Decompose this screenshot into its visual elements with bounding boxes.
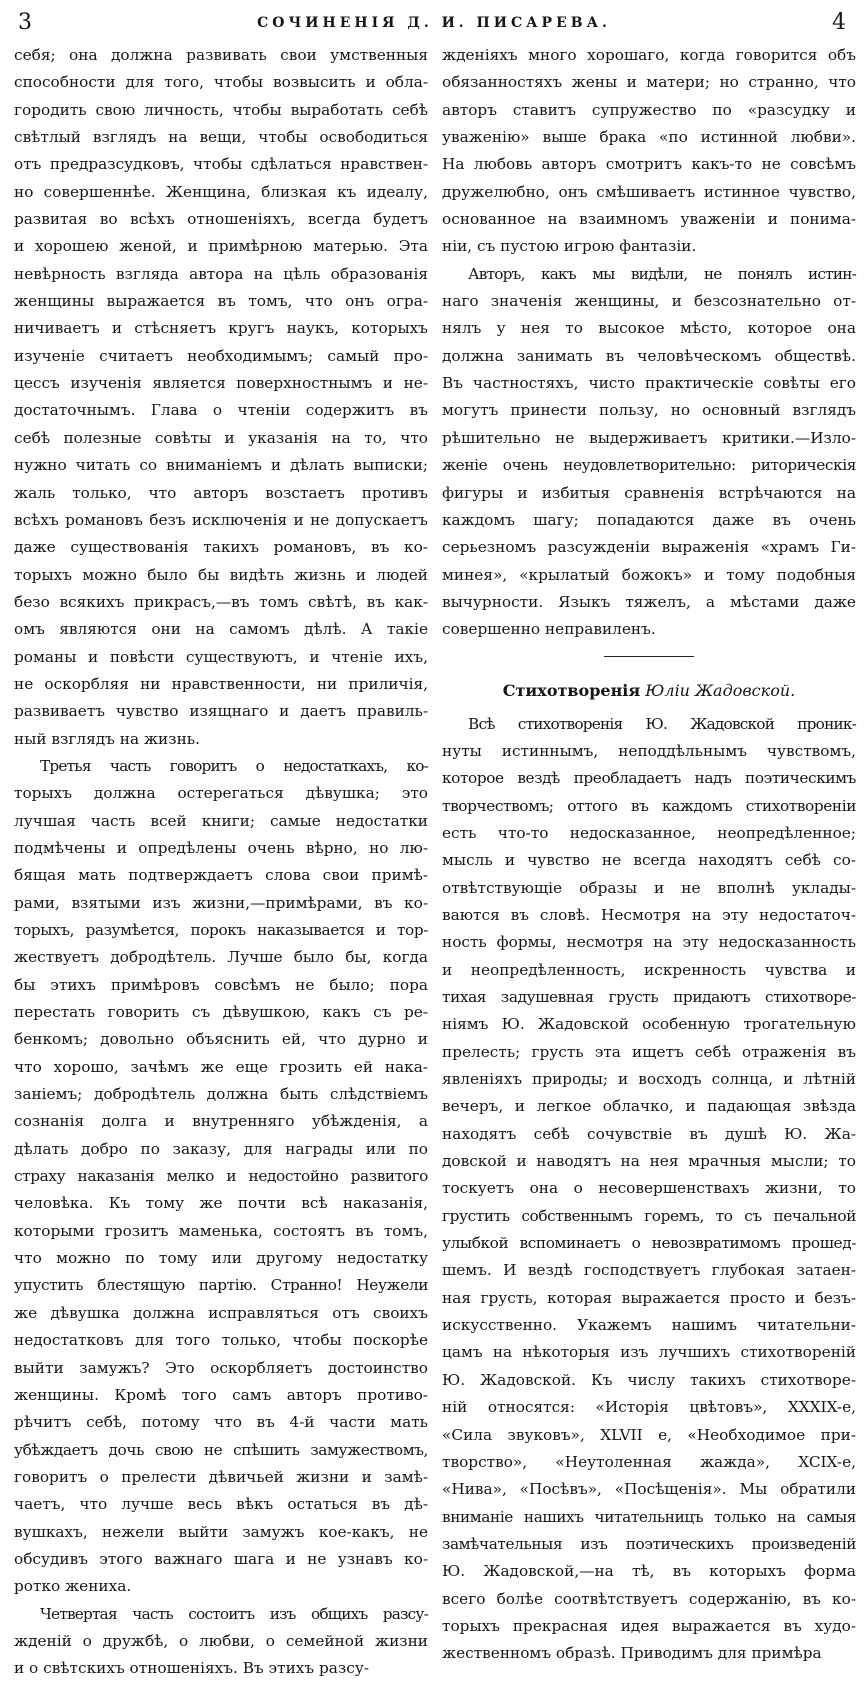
text-line: перестать говорить съ дѣвушкою, какъ съ ре-: [14, 1003, 428, 1022]
text-line: минея», «крылатый божокъ» и тому подобныя: [442, 565, 856, 584]
running-title: СОЧИНЕНІЯ Д. И. ПИСАРЕВА.: [257, 15, 611, 31]
text-line: недостатковъ для того только, чтобы поскорѣе: [14, 1331, 428, 1350]
text-line: человѣка. Къ тому же почти всѣ наказанія,: [14, 1194, 428, 1213]
text-line: женіе очень неудовлетворительно: риторическія: [442, 456, 856, 475]
text-line: обсудивъ этого важнаго шага и не узнавъ ко-: [14, 1549, 428, 1568]
text-line: отвѣтствующіе образы и не вполнѣ уклады-: [442, 878, 856, 897]
text-line: городить свою личность, чтобы выработать себѣ: [14, 100, 428, 119]
text-line: и о свѣтскихъ отношеніяхъ. Въ этихъ разсу-: [14, 1659, 369, 1678]
text-line: находятъ себѣ сочувствіе въ душѣ Ю. Жа-: [442, 1124, 856, 1143]
text-line: которое вездѣ преобладаетъ надъ поэтическимъ: [442, 769, 856, 788]
text-line: рѣчитъ себѣ, потому что въ 4-й части мать: [14, 1413, 428, 1432]
text-line: женщины выражается въ томъ, что онъ огра-: [14, 292, 428, 311]
text-line: цессъ изученія является поверхностнымъ и не-: [14, 374, 428, 393]
text-line: себя; она должна развивать свои умственныя: [14, 46, 428, 64]
text-line: свѣтлый взглядъ на вещи, чтобы освободиться: [14, 128, 428, 147]
right-column-review-end: [442, 42, 856, 644]
text-line: «Сила звуковъ», XLVII е, «Необходимое при-: [442, 1425, 856, 1444]
text-line: и неопредѣленность, искренность чувства и: [442, 960, 856, 979]
text-line: Ю. Жадовской. Къ числу такихъ стихотворе-: [442, 1370, 856, 1389]
text-line: выйти замужъ? Это оскорбляетъ достоинство: [14, 1358, 428, 1377]
paragraph: [442, 261, 856, 644]
left-page-number: 3: [18, 10, 32, 35]
text-line: жденій о дружбѣ, о любви, о семейной жизни: [14, 1631, 428, 1650]
text-line: обязанностяхъ жены и матери; но странно, что: [442, 73, 856, 92]
text-line: даже существованія такихъ романовъ, въ ко-: [14, 538, 428, 557]
text-line: страху наказанія мелко и недостойно развитого: [14, 1167, 428, 1186]
text-line: бы этихъ примѣровъ совсѣмъ не было; пора: [14, 975, 428, 994]
text-line: развитая во всѣхъ отношеніяхъ, всегда будетъ: [14, 210, 428, 229]
text-line: должна занимать въ человѣческомъ обществѣ.: [442, 346, 856, 365]
text-line: торыхъ прекрасная идея выражается въ худо-: [442, 1616, 856, 1635]
text-line: вычурности. Языкъ тяжелъ, а мѣстами даже: [442, 592, 856, 611]
text-line: ничиваетъ и стѣсняетъ кругъ наукъ, которыхъ: [14, 319, 428, 338]
text-line: Всѣ стихотворенія Ю. Жадовской проник-: [468, 714, 856, 733]
text-line: заніемъ; добродѣтель должна быть слѣдствіемъ: [14, 1085, 428, 1104]
text-line: основанное на взаимномъ уваженіи и понима-: [442, 210, 856, 229]
text-line: сознанія долга и внутренняго убѣжденія, а: [14, 1112, 428, 1131]
text-line: всего болѣе соотвѣтствуетъ содержанію, въ ко-: [442, 1589, 856, 1608]
text-line: лучшая часть всей книги; самые недостатки: [14, 811, 428, 830]
text-line: нуты истиннымъ, неподдѣльнымъ чувствомъ,: [442, 741, 856, 760]
text-line: себѣ полезные совѣты и указанія на то, что: [14, 428, 428, 447]
text-line: же дѣвушка должна исправляться отъ своихъ: [14, 1303, 428, 1322]
text-line: чаетъ, что лучше весь вѣкъ остаться въ дѣ-: [14, 1495, 428, 1514]
section-divider: [604, 656, 694, 657]
paragraph: [442, 711, 856, 1668]
text-line: тоскуетъ она о несовершенствахъ жизни, то: [442, 1179, 856, 1198]
text-line: могутъ принести пользу, но основный взглядъ: [442, 401, 856, 420]
text-line: омъ являются они на самомъ дѣлѣ. А такіе: [14, 620, 428, 639]
text-line: жденіяхъ много хорошаго, когда говорится объ: [442, 46, 856, 64]
text-line: мысль и чувство не всегда находятъ себѣ со-: [442, 851, 856, 870]
text-line: улыбкой вспоминаетъ о невозвратимомъ прошед-: [442, 1234, 856, 1253]
text-line: Авторъ, какъ мы видѣли, не понялъ истин-: [468, 264, 856, 283]
text-line: торыхъ, разумѣется, порокъ наказывается и тор-: [14, 921, 428, 939]
text-line: фигуры и избитыя сравненія встрѣчаются на: [442, 483, 856, 502]
text-line: безо всякихъ прикрасъ,—въ томъ свѣтѣ, въ как-: [14, 592, 428, 611]
text-line: невѣрность взгляда автора на цѣль образованія: [14, 264, 428, 283]
text-line: уваженію» выше брака «по истинной любви».: [442, 128, 856, 147]
text-line: творчествомъ; оттого въ каждомъ стихотвореніи: [442, 796, 856, 815]
text-line: шемъ. И вездѣ господствуетъ глубокая затаен-: [442, 1261, 856, 1280]
text-line: ная грусть, которая выражается просто и безъ-: [442, 1288, 856, 1307]
text-line: жаль только, что авторъ возстаетъ противъ: [14, 483, 428, 502]
text-line: довской и наводятъ на нея мрачныя мысли; то: [442, 1152, 856, 1171]
paragraph: [442, 42, 856, 261]
right-page-number: 4: [832, 10, 846, 35]
text-line: рами, взятыми изъ жизни,—примѣрами, въ ко-: [14, 893, 428, 912]
text-line: явленіяхъ природы; и восходъ солнца, и лѣтній: [442, 1070, 856, 1089]
text-line: что можно по тому или другому недостатку: [14, 1249, 428, 1268]
text-line: бящая мать подтверждаетъ слова свои примѣ-: [14, 866, 428, 885]
text-line: бенкомъ; довольно объяснить ей, что дурно и: [14, 1030, 428, 1049]
right-column-poems-review: [442, 711, 856, 1668]
text-line: замѣчательныя изъ поэтическихъ произведеній: [442, 1534, 856, 1553]
text-line: упустить блестящую партію. Странно! Неужели: [14, 1276, 428, 1295]
text-line: искусственно. Укажемъ нашимъ читательни-: [442, 1316, 856, 1335]
text-line: каждомъ шагу; попадаются даже въ очень: [442, 510, 856, 529]
text-line: На любовь авторъ смотритъ какъ-то не совсѣмъ: [442, 155, 856, 174]
text-line: и хорошею женой, и примѣрною матерью. Эта: [14, 237, 428, 256]
text-line: Четвертая часть состоитъ изъ общихъ разсу-: [40, 1604, 428, 1623]
text-line: авторъ ставитъ супружество по «разсудку и: [442, 100, 856, 119]
text-line: романы и повѣсти существуютъ, и чтеніе ихъ,: [14, 647, 428, 666]
text-line: нужно читать со вниманіемъ и дѣлать выписки;: [14, 456, 428, 475]
text-line: прелесть; грусть эта ищетъ себѣ отраженія въ: [442, 1042, 856, 1061]
text-line: нялъ у нея то высокое мѣсто, которое она: [442, 319, 856, 338]
text-line: способности для того, чтобы возвысить и обла-: [14, 73, 428, 92]
text-line: всѣхъ романовъ безъ исключенія и не допускаетъ: [14, 510, 428, 529]
text-line: Въ частностяхъ, чисто практическіе совѣты его: [442, 374, 856, 393]
text-line: вушкахъ, нежели выйти замужъ кое-какъ, не: [14, 1522, 428, 1541]
text-line: тихая задушевная грусть придаютъ стихотворе-: [442, 988, 856, 1006]
text-line: жественномъ образѣ. Приводимъ для примѣра: [442, 1644, 822, 1663]
text-line: убѣждаетъ дочь свою не спѣшить замужествомъ,: [14, 1440, 428, 1459]
text-line: жествуетъ добродѣтель. Лучше было бы, когда: [14, 948, 428, 967]
text-line: дѣлать добро по заказу, для награды или по: [14, 1139, 428, 1158]
text-line: торыхъ можно было бы видѣть жизнь и людей: [14, 565, 428, 584]
paragraph: [14, 753, 428, 1601]
text-line: ваются въ словѣ. Несмотря на эту недостаточ-: [442, 905, 856, 924]
text-line: развиваетъ чувство изящнаго и даетъ правиль-: [14, 702, 428, 721]
text-line: совершенно неправиленъ.: [442, 620, 656, 639]
text-line: ный взглядъ на жизнь.: [14, 729, 200, 748]
right-column: [442, 42, 856, 1663]
text-line: говоритъ о прелести дѣвичьей жизни и замѣ-: [14, 1467, 428, 1486]
section-heading-author: Юліи Жадовской.: [645, 680, 796, 700]
text-line: вечеръ, и легкое облачко, и падающая звѣзда: [442, 1097, 856, 1116]
text-line: ніи, съ пустою игрою фантазіи.: [442, 237, 697, 256]
text-line: творство», «Неутоленная жажда», XCIX-е,: [442, 1452, 856, 1471]
text-line: серьезномъ разсужденіи выраженія «храмъ Ги-: [442, 538, 856, 557]
text-line: но совершеннѣе. Женщина, близкая къ идеалу,: [14, 182, 428, 201]
text-line: ротко жениха.: [14, 1577, 132, 1596]
text-line: которыми грозитъ маменька, состоятъ въ томъ,: [14, 1221, 428, 1240]
text-line: рѣшительно не выдерживаетъ критики.—Изло-: [442, 428, 856, 447]
text-line: достаточнымъ. Глава о чтеніи содержитъ въ: [14, 401, 428, 420]
paragraph: [14, 1601, 428, 1683]
text-line: торыхъ должна остерегаться дѣвушка; это: [14, 784, 428, 803]
text-line: подмѣчены и опредѣлены очень вѣрно, но лю-: [14, 838, 428, 857]
text-line: вниманіе нашихъ читательницъ только на самыя: [442, 1507, 856, 1526]
section-heading: [442, 679, 856, 703]
left-column: [14, 42, 428, 1678]
text-line: отъ предразсудковъ, чтобы сдѣлаться нравствен-: [14, 155, 428, 174]
text-line: Ю. Жадовской,—на тѣ, въ которыхъ форма: [442, 1562, 856, 1581]
text-line: ніямъ Ю. Жадовской особенную трогательную: [442, 1015, 856, 1034]
text-line: грустить собственнымъ горемъ, то съ печальной: [442, 1206, 856, 1225]
text-line: наго значенія женщины, и безсознательно от-: [442, 292, 856, 311]
section-heading-title: Стихотворенія: [502, 680, 641, 700]
text-line: есть что-то недосказанное, неопредѣленное;: [442, 823, 856, 842]
text-line: женщины. Кромѣ того самъ авторъ противо-: [14, 1385, 428, 1404]
text-line: не оскорбляя ни нравственности, ни приличія,: [14, 674, 428, 693]
text-line: что хорошо, зачѣмъ же еще грозить ей нака-: [14, 1057, 428, 1076]
running-header: [14, 6, 854, 42]
text-line: «Нива», «Посѣвъ», «Посѣщенія». Мы обратили: [442, 1480, 856, 1499]
text-line: ность формы, несмотря на эту недосказанность: [442, 933, 856, 952]
paragraph: [14, 42, 428, 753]
text-line: дружелюбно, онъ смѣшиваетъ истинное чувство,: [442, 182, 856, 201]
text-line: изученіе считаетъ необходимымъ; самый про-: [14, 346, 428, 365]
text-line: цамъ на нѣкоторыя изъ лучшихъ стихотвореній: [442, 1343, 856, 1362]
text-columns: [14, 42, 856, 1678]
text-line: Третья часть говоритъ о недостаткахъ, ко-: [40, 756, 428, 775]
text-line: ній относятся: «Исторія цвѣтовъ», XXXIX-е,: [442, 1398, 856, 1417]
